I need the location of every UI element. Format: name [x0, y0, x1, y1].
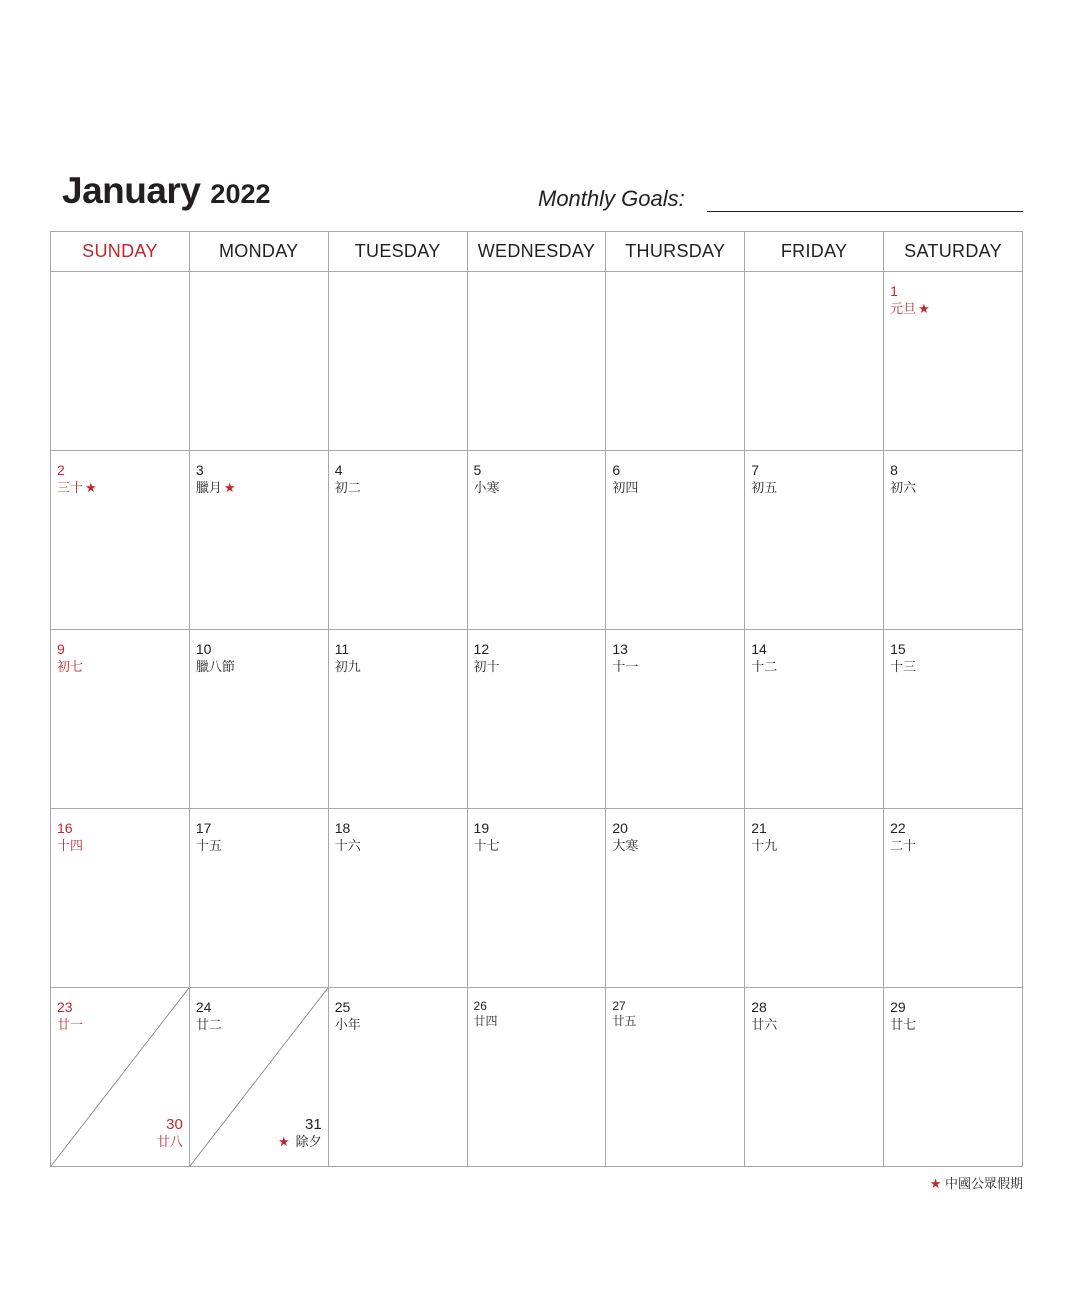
day-cell[interactable]	[51, 451, 190, 630]
empty-day-cell[interactable]	[328, 272, 467, 451]
lunar-text: 廿四	[473, 1014, 498, 1028]
lunar-text: 臘月	[195, 480, 222, 495]
day-cell[interactable]	[884, 809, 1023, 988]
day-content	[474, 462, 500, 496]
day-cell[interactable]	[328, 988, 467, 1167]
lunar-text: 十七	[473, 838, 500, 853]
week-row	[51, 809, 1023, 988]
day-content	[196, 820, 222, 854]
day-content	[57, 999, 83, 1033]
day-number: 16	[57, 820, 73, 836]
lunar-text: 小年	[334, 1017, 361, 1032]
day-number: 20	[612, 820, 628, 836]
lunar-text: 十四	[57, 838, 84, 853]
day-cell[interactable]	[467, 809, 606, 988]
day-number: 15	[890, 641, 906, 657]
lunar-date	[612, 837, 638, 854]
day-cell[interactable]	[51, 809, 190, 988]
empty-day-cell[interactable]	[189, 272, 328, 451]
day-cell[interactable]	[328, 630, 467, 809]
day-number: 2	[57, 462, 65, 478]
empty-day-cell[interactable]	[606, 272, 745, 451]
monthly-goals-line[interactable]	[707, 211, 1023, 212]
holiday-star-icon: ★	[223, 480, 236, 495]
month-title	[62, 170, 271, 220]
lunar-date	[890, 479, 916, 496]
day-content	[474, 999, 498, 1029]
day-cell[interactable]	[606, 630, 745, 809]
lunar-date	[335, 837, 361, 854]
day-number: 17	[195, 820, 212, 836]
day-cell[interactable]	[189, 988, 328, 1167]
lunar-date	[335, 658, 361, 675]
week-row	[51, 630, 1023, 809]
day-content	[751, 462, 777, 496]
weekday-thursday: THURSDAY	[606, 232, 745, 272]
lunar-date	[278, 1133, 322, 1150]
day-content	[890, 462, 916, 496]
day-number: 4	[334, 462, 343, 478]
weekday-header-row	[51, 232, 1023, 272]
split-day-content	[157, 1116, 183, 1150]
day-cell[interactable]	[884, 272, 1023, 451]
day-cell[interactable]	[745, 988, 884, 1167]
lunar-text: 十五	[195, 838, 222, 853]
day-number: 11	[334, 641, 350, 657]
day-cell[interactable]	[606, 809, 745, 988]
lunar-text: 廿七	[890, 1017, 917, 1032]
lunar-date	[57, 1016, 83, 1033]
day-number: 3	[195, 462, 204, 478]
week-row	[51, 988, 1023, 1167]
lunar-text: 初二	[334, 480, 361, 495]
day-number: 23	[57, 999, 73, 1015]
day-cell[interactable]	[745, 809, 884, 988]
day-content	[751, 641, 777, 675]
day-number: 1	[890, 283, 898, 299]
week-row	[51, 272, 1023, 451]
lunar-text: 小寒	[473, 480, 500, 495]
lunar-text: 大寒	[612, 838, 639, 853]
day-content	[751, 820, 777, 854]
lunar-text: 初七	[57, 659, 84, 674]
day-content	[196, 999, 222, 1033]
day-cell[interactable]	[606, 451, 745, 630]
lunar-date	[196, 658, 235, 675]
lunar-text: 十二	[751, 659, 778, 674]
day-content	[612, 462, 638, 496]
day-content	[57, 820, 83, 854]
lunar-date	[474, 837, 500, 854]
day-number: 6	[612, 462, 621, 478]
holiday-star-icon: ★	[918, 301, 930, 316]
day-content	[196, 641, 235, 675]
day-content	[335, 641, 361, 675]
weekday-sunday: SUNDAY	[51, 232, 190, 272]
lunar-date	[335, 479, 361, 496]
day-number: 8	[890, 462, 898, 478]
day-number: 9	[57, 641, 65, 657]
lunar-text: 廿二	[195, 1017, 222, 1032]
day-content	[890, 820, 916, 854]
day-cell[interactable]	[189, 809, 328, 988]
lunar-text: 十九	[751, 838, 778, 853]
weekday-friday: FRIDAY	[745, 232, 884, 272]
lunar-date	[751, 479, 777, 496]
day-number: 14	[751, 641, 767, 657]
day-content	[890, 999, 916, 1033]
weekday-saturday: SATURDAY	[884, 232, 1023, 272]
lunar-date	[474, 1014, 498, 1029]
lunar-text: 十三	[890, 659, 917, 674]
lunar-text: 除夕	[295, 1134, 322, 1149]
day-number: 21	[751, 820, 767, 836]
weekday-monday: MONDAY	[189, 232, 328, 272]
day-number: 24	[195, 999, 212, 1015]
lunar-date	[157, 1133, 183, 1150]
day-content	[474, 641, 500, 675]
day-content	[335, 820, 361, 854]
lunar-date	[890, 300, 930, 317]
lunar-text: 元旦	[890, 301, 917, 316]
lunar-date	[890, 658, 916, 675]
lunar-date	[196, 479, 236, 496]
day-content	[196, 462, 236, 496]
day-content	[57, 462, 97, 496]
lunar-date	[474, 479, 500, 496]
monthly-goals-label: Monthly Goals:	[538, 186, 685, 211]
lunar-date	[196, 1016, 222, 1033]
lunar-text: 二十	[890, 838, 917, 853]
day-number: 27	[612, 999, 626, 1013]
day-cell[interactable]	[884, 988, 1023, 1167]
lunar-text: 初九	[334, 659, 361, 674]
day-number: 10	[195, 641, 212, 657]
lunar-date	[751, 1016, 777, 1033]
empty-day-cell[interactable]	[467, 272, 606, 451]
lunar-date	[612, 479, 638, 496]
split-day-content	[278, 1116, 322, 1150]
day-cell[interactable]	[51, 988, 190, 1167]
empty-day-cell[interactable]	[51, 272, 190, 451]
day-content	[57, 641, 83, 675]
lunar-date	[57, 837, 83, 854]
lunar-date	[890, 837, 916, 854]
day-content	[890, 283, 930, 317]
lunar-date	[751, 658, 777, 675]
day-number: 30	[166, 1116, 183, 1133]
lunar-date	[474, 658, 500, 675]
day-cell[interactable]	[467, 630, 606, 809]
day-number: 29	[890, 999, 906, 1015]
day-number: 12	[473, 641, 490, 657]
day-cell[interactable]	[189, 630, 328, 809]
day-number: 22	[890, 820, 906, 836]
lunar-text: 初十	[473, 659, 500, 674]
lunar-text: 十六	[334, 838, 361, 853]
empty-day-cell[interactable]	[745, 272, 884, 451]
day-cell[interactable]	[189, 451, 328, 630]
day-content	[335, 999, 361, 1033]
lunar-date	[57, 658, 83, 675]
lunar-text: 廿五	[612, 1014, 637, 1028]
day-cell[interactable]	[606, 988, 745, 1167]
day-number: 18	[334, 820, 351, 836]
day-cell[interactable]	[328, 809, 467, 988]
lunar-text: 初六	[890, 480, 917, 495]
day-number: 19	[473, 820, 490, 836]
lunar-date	[612, 1014, 636, 1029]
day-content	[890, 641, 916, 675]
lunar-text: 廿八	[156, 1134, 183, 1149]
lunar-text: 三十	[57, 480, 84, 495]
lunar-date	[612, 658, 638, 675]
day-cell[interactable]	[745, 451, 884, 630]
lunar-date	[57, 479, 97, 496]
day-number: 13	[612, 641, 628, 657]
day-content	[612, 820, 638, 854]
day-content	[751, 999, 777, 1033]
weekday-tuesday: TUESDAY	[328, 232, 467, 272]
lunar-text: 廿六	[751, 1017, 778, 1032]
day-cell[interactable]	[467, 451, 606, 630]
day-number: 7	[751, 462, 760, 478]
lunar-text: 初五	[751, 480, 778, 495]
day-number: 25	[334, 999, 351, 1015]
star-icon: ★	[929, 1176, 942, 1191]
day-content	[612, 641, 638, 675]
holiday-legend	[930, 1173, 1023, 1192]
lunar-date	[890, 1016, 916, 1033]
day-cell[interactable]	[745, 630, 884, 809]
lunar-text: 初四	[612, 480, 639, 495]
year: 2022	[210, 179, 271, 209]
day-cell[interactable]	[884, 451, 1023, 630]
lunar-date	[751, 837, 777, 854]
day-cell[interactable]	[884, 630, 1023, 809]
lunar-date	[335, 1016, 361, 1033]
month-name: January	[62, 170, 201, 211]
day-cell[interactable]	[328, 451, 467, 630]
day-number: 26	[473, 999, 487, 1013]
weekday-wednesday: WEDNESDAY	[467, 232, 606, 272]
lunar-text: 廿一	[57, 1017, 84, 1032]
lunar-text: 十一	[612, 659, 639, 674]
day-number: 5	[473, 462, 482, 478]
lunar-text: 臘八節	[195, 659, 235, 674]
day-number: 28	[751, 999, 767, 1015]
week-row	[51, 451, 1023, 630]
lunar-date	[196, 837, 222, 854]
day-number: 31	[305, 1116, 322, 1133]
day-content	[474, 820, 500, 854]
holiday-star-icon: ★	[278, 1134, 290, 1149]
calendar-grid	[50, 231, 1023, 1167]
day-cell[interactable]	[51, 630, 190, 809]
holiday-star-icon: ★	[85, 480, 97, 495]
day-cell[interactable]	[467, 988, 606, 1167]
day-content	[335, 462, 361, 496]
holiday-legend-text: 中國公眾假期	[944, 1176, 1023, 1191]
day-content	[612, 999, 636, 1029]
